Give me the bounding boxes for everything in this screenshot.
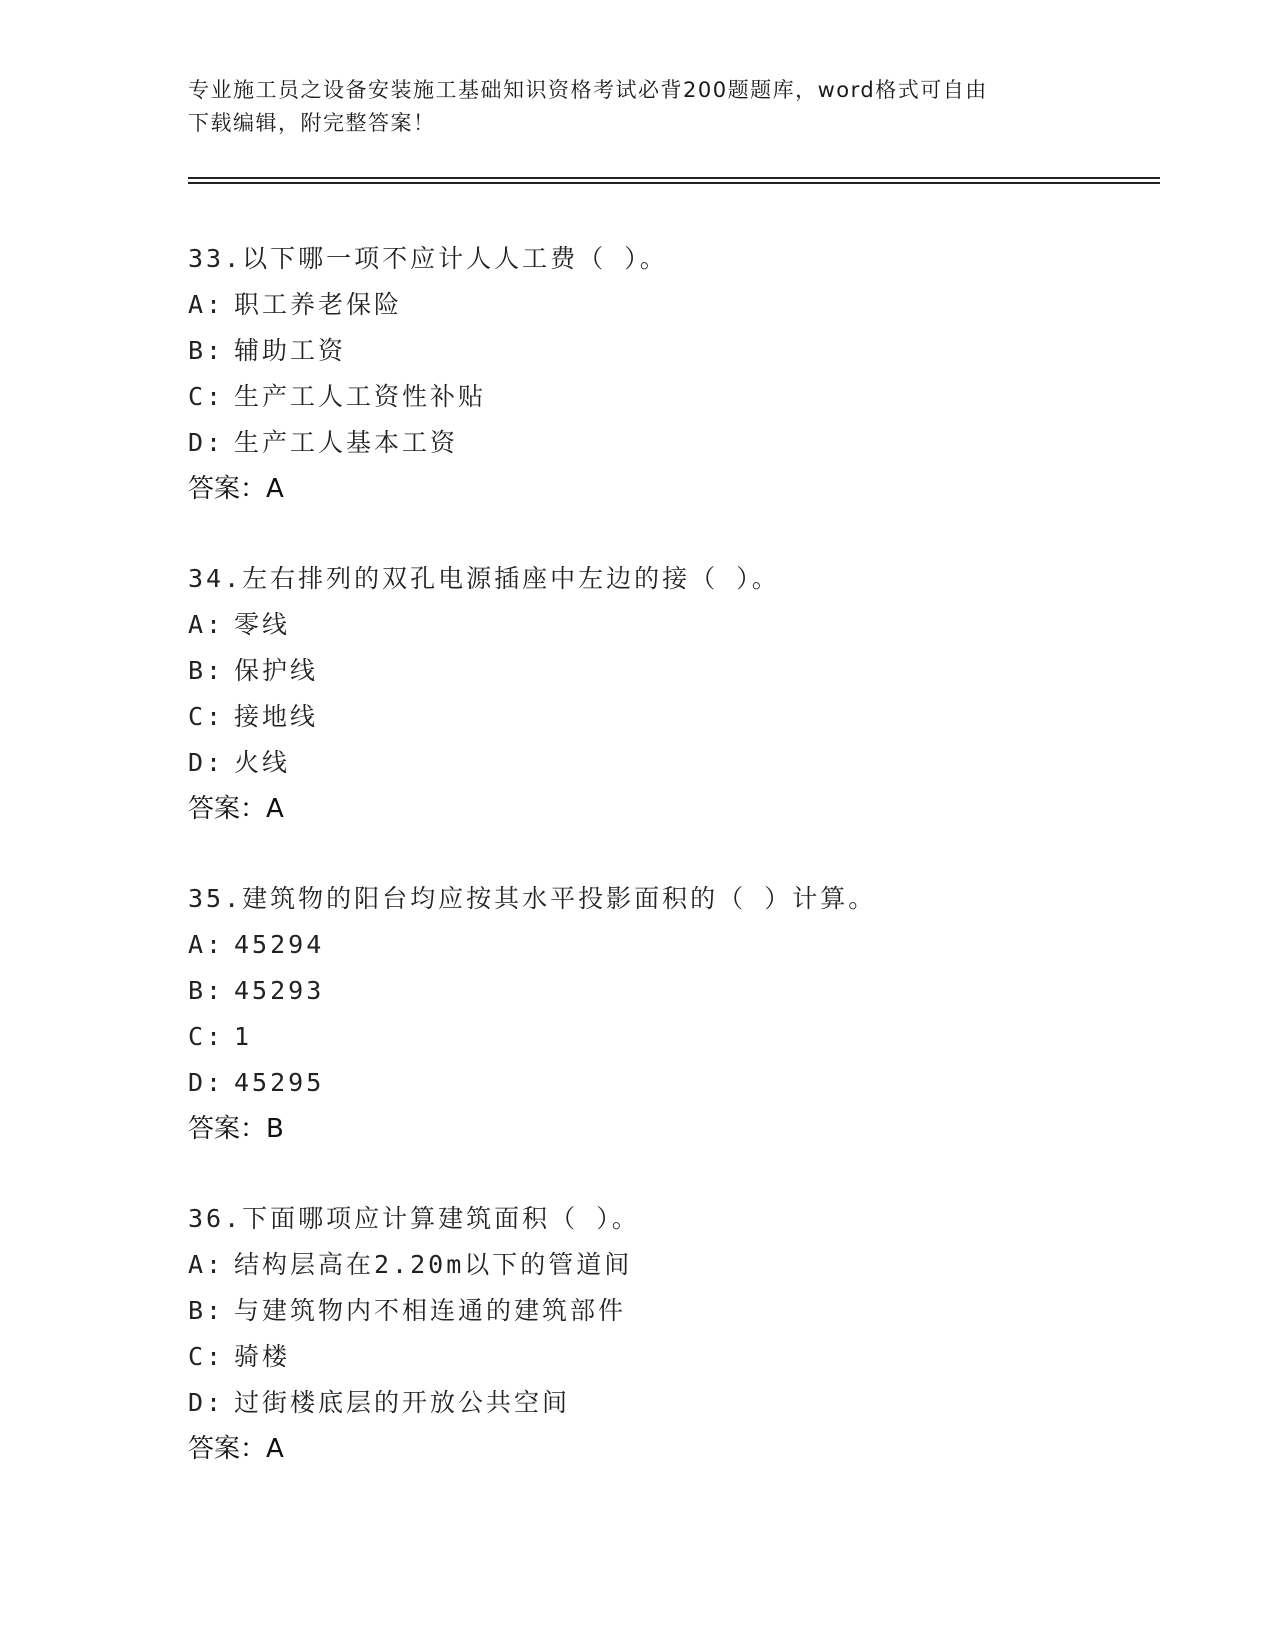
- option-text: 1: [234, 1022, 253, 1051]
- option-letter: A:: [188, 930, 225, 959]
- question-34: [188, 556, 1148, 876]
- option-letter: A:: [188, 290, 225, 319]
- option-letter: C:: [188, 702, 225, 731]
- option-b: [188, 968, 1148, 1014]
- question-stem: 34.左右排列的双孔电源插座中左边的接（ ）。: [188, 564, 780, 593]
- option-text: 生产工人基本工资: [234, 428, 459, 457]
- option-a: [188, 1242, 1148, 1288]
- option-c: [188, 1334, 1148, 1380]
- option-text: 火线: [234, 748, 291, 777]
- option-text: 与建筑物内不相连通的建筑部件: [234, 1296, 627, 1325]
- option-letter: C:: [188, 382, 225, 411]
- option-d: [188, 1060, 1148, 1106]
- header-title-line-1: 专业施工员之设备安装施工基础知识资格考试必背200题题库，word格式可自由: [188, 78, 988, 102]
- header-divider-top: [188, 177, 1160, 179]
- question-stem: 36.下面哪项应计算建筑面积（ ）。: [188, 1204, 640, 1233]
- answer-line: 答案：B: [188, 1114, 284, 1144]
- option-c: [188, 694, 1148, 740]
- question-33: [188, 236, 1148, 556]
- option-a: [188, 602, 1148, 648]
- answer-line: 答案：A: [188, 1434, 284, 1464]
- option-text: 接地线: [234, 702, 319, 731]
- question-stem: 35.建筑物的阳台均应按其水平投影面积的（ ）计算。: [188, 884, 877, 913]
- option-d: [188, 1380, 1148, 1426]
- option-text: 保护线: [234, 656, 319, 685]
- header-title-line-2: 下载编辑，附完整答案！: [188, 111, 436, 135]
- option-c: [188, 374, 1148, 420]
- option-text: 辅助工资: [234, 336, 347, 365]
- option-letter: D:: [188, 1388, 225, 1417]
- question-stem: 33.以下哪一项不应计人人工费（ ）。: [188, 244, 668, 273]
- option-text: 职工养老保险: [234, 290, 403, 319]
- option-b: [188, 328, 1148, 374]
- option-letter: A:: [188, 610, 225, 639]
- option-c: [188, 1014, 1148, 1060]
- option-text: 生产工人工资性补贴: [234, 382, 487, 411]
- option-text: 45293: [234, 976, 325, 1005]
- option-letter: D:: [188, 1068, 225, 1097]
- option-d: [188, 420, 1148, 466]
- option-letter: B:: [188, 976, 225, 1005]
- option-a: [188, 282, 1148, 328]
- option-letter: B:: [188, 1296, 225, 1325]
- option-text: 45295: [234, 1068, 325, 1097]
- header-divider-bottom: [188, 182, 1160, 184]
- option-letter: B:: [188, 656, 225, 685]
- question-36: [188, 1196, 1148, 1516]
- question-list: [188, 236, 1148, 1516]
- document-header: [188, 74, 1078, 140]
- question-35: [188, 876, 1148, 1196]
- option-text: 过街楼底层的开放公共空间: [234, 1388, 571, 1417]
- option-text: 零线: [234, 610, 291, 639]
- option-letter: D:: [188, 428, 225, 457]
- option-text: 45294: [234, 930, 325, 959]
- option-letter: D:: [188, 748, 225, 777]
- option-text: 骑楼: [234, 1342, 291, 1371]
- option-a: [188, 922, 1148, 968]
- option-d: [188, 740, 1148, 786]
- option-letter: C:: [188, 1342, 225, 1371]
- answer-line: 答案：A: [188, 474, 284, 504]
- option-letter: B:: [188, 336, 225, 365]
- option-letter: C:: [188, 1022, 225, 1051]
- answer-line: 答案：A: [188, 794, 284, 824]
- option-text: 结构层高在2.20m以下的管道间: [234, 1250, 633, 1279]
- option-b: [188, 1288, 1148, 1334]
- option-b: [188, 648, 1148, 694]
- option-letter: A:: [188, 1250, 225, 1279]
